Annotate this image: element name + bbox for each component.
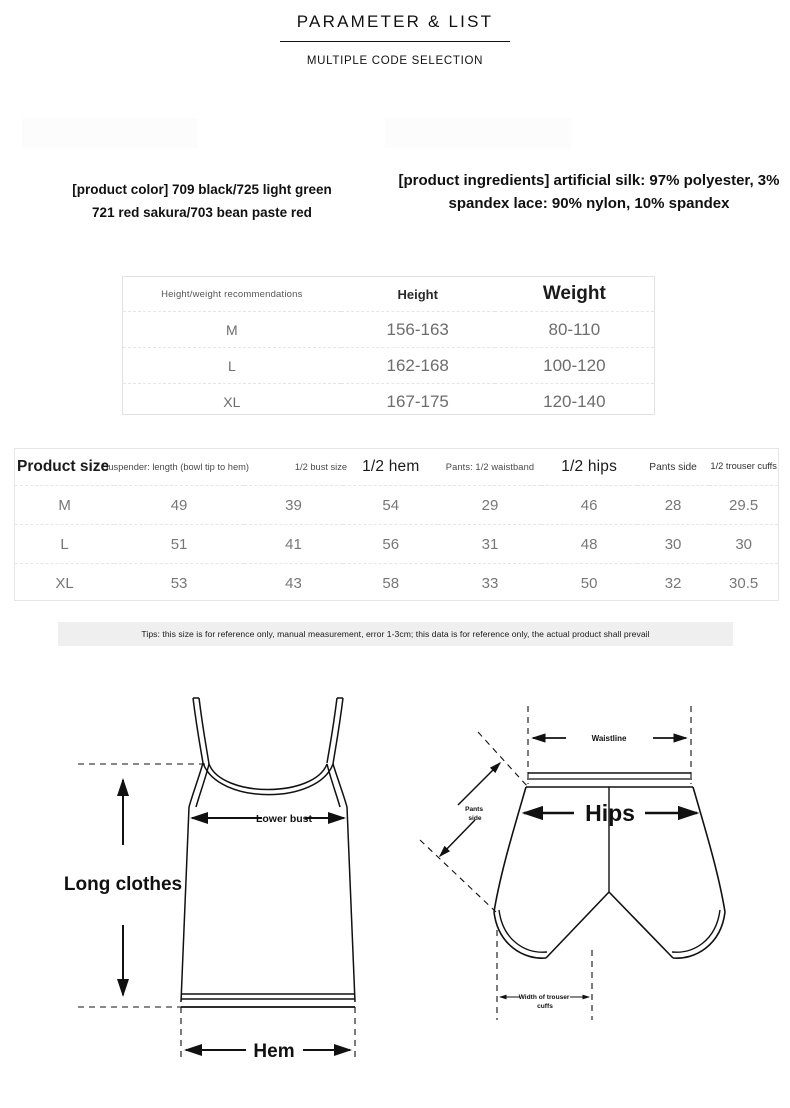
camisole-diagram: [64, 698, 355, 1062]
camisole-length-label: Long clothes: [63, 874, 183, 895]
tips-bar: [58, 622, 733, 646]
hw-size-xl: XL: [223, 393, 241, 410]
table-row: [123, 312, 654, 348]
ps-half-bust-l: 41: [244, 525, 343, 564]
ps-col-header-suspender-length-label: Suspender: length (bowl tip to hem): [102, 462, 249, 472]
ps-col-header-half-hem: 1/2 hem: [343, 449, 438, 486]
hw-size-l: L: [123, 348, 341, 384]
ps-suspender-length-m: 49: [114, 486, 244, 525]
ps-size-l: L: [15, 525, 114, 564]
hw-weight-xl: 120-140: [543, 391, 606, 411]
ps-half-hips-l: 48: [541, 525, 636, 564]
table-row: [15, 564, 778, 603]
ps-suspender-length-xl: 53: [170, 574, 188, 592]
table-row: [15, 525, 778, 564]
product-color-info: [12, 178, 392, 224]
ps-size-xl: XL: [55, 574, 74, 592]
ps-half-trouser-cuffs-xl: 30.5: [729, 574, 759, 592]
shorts-pants-side-line-1: Pants: [465, 806, 484, 813]
ps-col-header-half-waistband: Pants: 1/2 waistband: [438, 449, 541, 486]
height-weight-table: [122, 276, 655, 415]
ps-half-waistband-m: 29: [438, 486, 541, 525]
ps-half-bust-m: 39: [244, 486, 343, 525]
product-color-line-1: [product color] 709 black/725 light green: [72, 182, 332, 197]
shorts-cuff-width-line-2: cuffs: [537, 1003, 553, 1010]
tips-text: Tips: this size is for reference only, manual measurement, error 1-3cm; this data is for reference only, the actual product shall prevail: [141, 629, 650, 639]
hw-weight-l: 100-120: [495, 348, 654, 384]
camisole-bust-label: Lower bust: [255, 813, 313, 825]
ps-half-waistband-l: 31: [438, 525, 541, 564]
ps-pants-side-xl: 32: [664, 574, 682, 592]
ps-half-hips-m: 46: [541, 486, 636, 525]
watermark-block-left: [22, 118, 198, 148]
title-divider: [280, 41, 510, 42]
watermark-block-right: [385, 118, 571, 148]
hw-col-header-height: Height: [341, 277, 495, 312]
ps-half-hem-l: 56: [343, 525, 438, 564]
shorts-cuff-width-label: [519, 994, 572, 1010]
hw-col-header-weight: Weight: [495, 277, 654, 312]
ps-half-trouser-cuffs-m: 29.5: [709, 486, 778, 525]
hw-height-l: 162-168: [341, 348, 495, 384]
ps-col-header-product-size-label: Product size: [17, 458, 110, 475]
ps-suspender-length-l: 51: [114, 525, 244, 564]
ps-half-trouser-cuffs-l: 30: [709, 525, 778, 564]
page-header: [0, 0, 790, 67]
ps-col-header-product-size: [15, 449, 114, 486]
ps-col-header-half-trouser-cuffs: [709, 449, 778, 486]
product-color-line-2: 721 red sakura/703 bean paste red: [92, 205, 312, 221]
table-row: [15, 486, 778, 525]
hw-height-xl: 167-175: [386, 391, 449, 411]
table-row: [123, 384, 654, 420]
ps-col-header-half-trouser-cuffs-label: 1/2 trouser cuffs: [710, 461, 777, 472]
hw-height-m: 156-163: [341, 312, 495, 348]
shorts-pants-side-line-2: side: [468, 815, 482, 822]
ps-pants-side-m: 28: [637, 486, 709, 525]
ps-col-header-half-hips: 1/2 hips: [541, 449, 636, 486]
ps-col-header-half-bust: [244, 449, 348, 486]
camisole-hem-label: Hem: [253, 1041, 295, 1062]
table-row: [123, 348, 654, 384]
shorts-pants-side-label: [465, 806, 485, 822]
shorts-diagram: [420, 706, 725, 1020]
ps-size-m: M: [15, 486, 114, 525]
hw-weight-m: 80-110: [495, 312, 654, 348]
ps-half-waistband-xl: 33: [481, 574, 499, 592]
hw-size-m: M: [123, 312, 341, 348]
product-ingredients-info: [product ingredients] artificial silk: 97% polyester, 3% spandex lace: 90% nylon, 10% spandex: [398, 172, 780, 212]
table-header-row: [123, 277, 654, 312]
ps-half-hem-xl: 58: [382, 574, 400, 592]
hw-col-header-recommendations: Height/weight recommendations: [123, 277, 341, 312]
ps-half-hem-m: 54: [343, 486, 438, 525]
ps-col-header-suspender-length: [102, 449, 249, 486]
ps-half-hips-xl: 50: [580, 574, 598, 592]
shorts-hips-label: Hips: [585, 800, 635, 826]
ps-half-bust-xl: 43: [285, 574, 302, 592]
shorts-waistline-label: Waistline: [591, 734, 627, 743]
ps-pants-side-l: 30: [637, 525, 709, 564]
page-title: PARAMETER & LIST: [296, 12, 494, 31]
ps-col-header-half-bust-label: 1/2 bust size: [294, 462, 348, 472]
measurement-diagrams: [0, 660, 790, 1108]
page-subtitle: MULTIPLE CODE SELECTION: [306, 55, 484, 67]
shorts-cuff-width-line-1: Width of trouser: [518, 994, 570, 1001]
product-size-table: [14, 448, 779, 601]
table-header-row: [15, 449, 778, 486]
ps-col-header-pants-side: Pants side: [637, 449, 709, 486]
